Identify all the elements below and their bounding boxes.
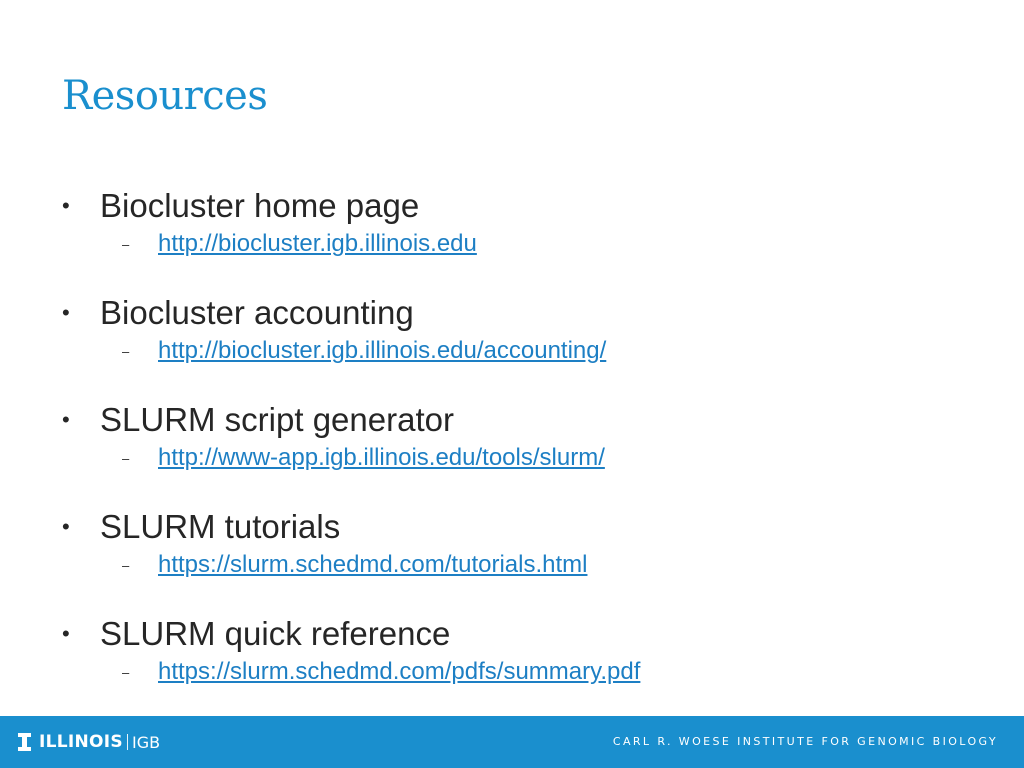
bullet-row	[62, 614, 450, 654]
logo-divider	[127, 734, 128, 750]
sub-row	[122, 654, 640, 690]
bullet-dot: •	[62, 300, 70, 325]
bullet-label: SLURM quick reference	[100, 615, 451, 652]
bullet-row	[62, 400, 454, 440]
slide-title: Resources	[62, 73, 268, 119]
bullet-dot: •	[62, 407, 70, 432]
logo-name: ILLINOIS	[39, 732, 123, 752]
bullet-label: SLURM script generator	[100, 401, 454, 438]
bullet-dot: •	[62, 621, 70, 646]
sub-dash: –	[122, 557, 130, 573]
sub-dash: –	[122, 450, 130, 466]
bullet-dot: •	[62, 514, 70, 539]
resource-link[interactable]: http://biocluster.igb.illinois.edu/accounting/	[158, 337, 607, 364]
resource-link[interactable]: https://slurm.schedmd.com/pdfs/summary.pdf	[158, 658, 641, 685]
bullet-label: Biocluster home page	[100, 187, 420, 224]
sub-dash: –	[122, 236, 130, 252]
institute-name: CARL R. WOESE INSTITUTE FOR GENOMIC BIOLOGY	[612, 735, 998, 748]
bullet-row	[62, 293, 414, 333]
slide-footer	[0, 716, 1024, 768]
block-i-icon	[18, 733, 31, 751]
resource-link[interactable]: http://biocluster.igb.illinois.edu	[158, 230, 477, 257]
resource-link[interactable]: https://slurm.schedmd.com/tutorials.html	[158, 551, 588, 578]
logo-sub: IGB	[131, 732, 161, 752]
sub-row	[122, 547, 587, 583]
sub-row	[122, 226, 477, 262]
bullet-dot: •	[62, 193, 70, 218]
illinois-igb-logo	[18, 730, 160, 754]
bullet-row	[62, 507, 340, 547]
sub-row	[122, 333, 606, 369]
bullet-label: Biocluster accounting	[100, 294, 414, 331]
resource-link[interactable]: http://www-app.igb.illinois.edu/tools/slurm/	[158, 444, 605, 471]
bullet-row	[62, 186, 419, 226]
sub-row	[122, 440, 605, 476]
sub-dash: –	[122, 664, 130, 680]
bullet-label: SLURM tutorials	[100, 508, 341, 545]
sub-dash: –	[122, 343, 130, 359]
